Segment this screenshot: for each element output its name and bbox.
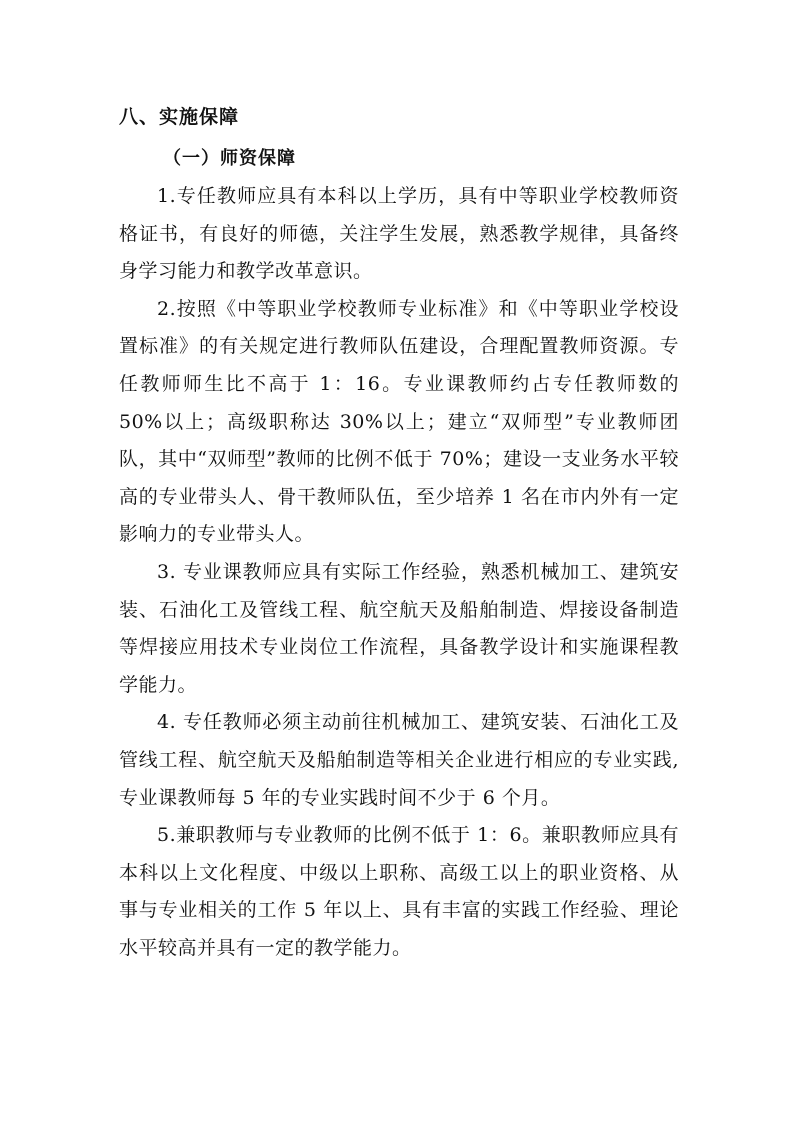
document-body: [119, 178, 679, 967]
paragraph-2: 2.按照《中等职业学校教师专业标准》和《中等职业学校设置标准》的有关规定进行教师队伍建设，合理配置教师资源。专任教师师生比不高于 1：16。专业课教师约占专任教师数的 50%以上；高级职称达 30%以上；建立“双师型”专业教师团队，其中“双师型”教师的比例不低于 70%；建设一支业务水平较高的专业带头人、骨干教师队伍，至少培养 1 名在市内外有一定影响力的专业带头人。: [119, 297, 679, 546]
paragraph-5: 5.兼职教师与专业教师的比例不低于 1：6。兼职教师应具有本科以上文化程度、中级以上职称、高级工以上的职业资格、从事与专业相关的工作 5 年以上、具有丰富的实践工作经验、理论水平较高并具有一定的教学能力。: [119, 824, 679, 959]
subsection-title: （一）师资保障: [163, 148, 296, 169]
paragraph-1: 1.专任教师应具有本科以上学历，具有中等职业学校教师资格证书，有良好的师德，关注学生发展，熟悉教学规律，具备终身学习能力和教学改革意识。: [119, 185, 679, 283]
paragraph-3: 3. 专业课教师应具有实际工作经验，熟悉机械加工、建筑安装、石油化工及管线工程、航空航天及船舶制造、焊接设备制造等焊接应用技术专业岗位工作流程，具备教学设计和实施课程教学能力。: [119, 560, 679, 696]
paragraph-4: 4. 专任教师必须主动前往机械加工、建筑安装、石油化工及管线工程、航空航天及船舶制造等相关企业进行相应的专业实践,专业课教师每 5 年的专业实践时间不少于 6 个月。: [119, 711, 679, 809]
section-title: 八、实施保障: [119, 106, 240, 128]
